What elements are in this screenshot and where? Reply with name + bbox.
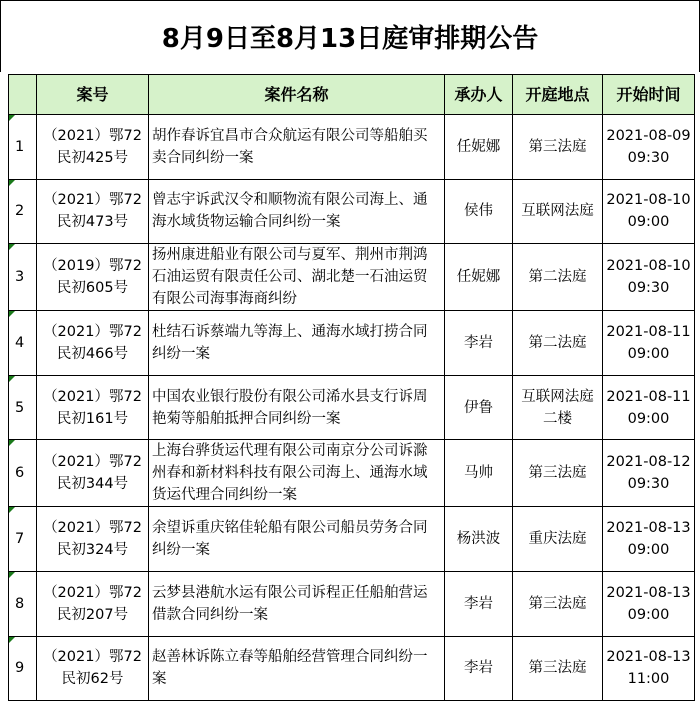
table-row xyxy=(9,636,695,701)
case-number-line2: 民初62号 xyxy=(61,671,124,688)
table-row xyxy=(9,507,695,572)
row-index xyxy=(9,179,37,244)
table-header-row xyxy=(9,75,695,115)
start-clock: 09:30 xyxy=(627,149,670,166)
table-row xyxy=(9,179,695,244)
case-number-line2: 民初161号 xyxy=(56,410,129,427)
start-date: 2021-08-11 xyxy=(606,323,691,340)
case-name-cell: 上海台骅货运代理有限公司南京分公司诉滁州春和新材料科技有限公司海上、通海水域货运代理合同纠纷一案 xyxy=(149,440,445,507)
row-index-text: 7 xyxy=(15,531,25,548)
table-row xyxy=(9,115,695,180)
case-number-line1: （2021）鄂72 xyxy=(43,388,142,405)
page-title: 8月9日至8月13日庭审排期公告 xyxy=(0,0,700,72)
start-date: 2021-08-12 xyxy=(606,454,691,471)
header-index xyxy=(9,75,37,115)
start-clock: 09:00 xyxy=(627,606,670,623)
case-number-line2: 民初344号 xyxy=(56,476,129,493)
court-location-cell: 重庆法庭 xyxy=(513,507,603,572)
start-time-cell xyxy=(603,571,695,636)
case-number-line2: 民初466号 xyxy=(56,345,129,362)
court-location-cell: 第三法庭 xyxy=(513,571,603,636)
case-number-line2: 民初207号 xyxy=(56,606,129,623)
row-index-text: 5 xyxy=(15,399,25,416)
start-clock: 09:00 xyxy=(627,214,670,231)
case-number-line1: （2021）鄂72 xyxy=(43,192,142,209)
case-name-cell: 中国农业银行股份有限公司浠水县支行诉周艳菊等船舶抵押合同纠纷一案 xyxy=(149,375,445,440)
court-location-cell: 第二法庭 xyxy=(513,311,603,376)
start-clock: 09:30 xyxy=(627,280,670,297)
row-index-text: 4 xyxy=(15,334,25,351)
row-index xyxy=(9,375,37,440)
case-number-line1: （2021）鄂72 xyxy=(43,649,142,666)
start-time-cell xyxy=(603,244,695,311)
case-number-cell xyxy=(37,115,149,180)
header-court-location: 开庭地点 xyxy=(513,75,603,115)
case-name-cell: 曾志宇诉武汉令和顺物流有限公司海上、通海水域货物运输合同纠纷一案 xyxy=(149,179,445,244)
judge-cell: 李岩 xyxy=(445,571,513,636)
case-number-cell xyxy=(37,179,149,244)
start-time-cell xyxy=(603,375,695,440)
row-index xyxy=(9,571,37,636)
row-index xyxy=(9,440,37,507)
row-index xyxy=(9,115,37,180)
row-index xyxy=(9,636,37,701)
row-index xyxy=(9,507,37,572)
judge-cell: 侯伟 xyxy=(445,179,513,244)
case-number-line1: （2019）鄂72 xyxy=(43,258,142,275)
case-name-cell: 赵善林诉陈立春等船舶经营管理合同纠纷一案 xyxy=(149,636,445,701)
start-time-cell xyxy=(603,636,695,701)
start-clock: 09:00 xyxy=(627,345,670,362)
start-date: 2021-08-13 xyxy=(606,520,691,537)
judge-cell: 任妮娜 xyxy=(445,244,513,311)
judge-cell: 杨洪波 xyxy=(445,507,513,572)
header-start-time: 开始时间 xyxy=(603,75,695,115)
header-case-number: 案号 xyxy=(37,75,149,115)
start-clock: 09:30 xyxy=(627,476,670,493)
case-name-cell: 胡作春诉宜昌市合众航运有限公司等船舶买卖合同纠纷一案 xyxy=(149,115,445,180)
start-time-cell xyxy=(603,440,695,507)
start-date: 2021-08-10 xyxy=(606,192,691,209)
row-index xyxy=(9,311,37,376)
case-number-line2: 民初605号 xyxy=(56,280,129,297)
case-number-line1: （2021）鄂72 xyxy=(43,584,142,601)
court-location-cell: 第三法庭 xyxy=(513,636,603,701)
case-number-cell xyxy=(37,375,149,440)
row-index-text: 6 xyxy=(15,465,25,482)
start-date: 2021-08-13 xyxy=(606,584,691,601)
judge-cell: 马帅 xyxy=(445,440,513,507)
case-number-line1: （2021）鄂72 xyxy=(43,127,142,144)
court-location-cell: 互联网法庭二楼 xyxy=(513,375,603,440)
case-number-cell xyxy=(37,507,149,572)
row-index-text: 2 xyxy=(15,203,25,220)
case-number-line2: 民初473号 xyxy=(56,214,129,231)
row-index-text: 9 xyxy=(15,660,25,677)
start-date: 2021-08-10 xyxy=(606,258,691,275)
case-number-cell xyxy=(37,571,149,636)
court-location-cell: 互联网法庭 xyxy=(513,179,603,244)
case-name-cell: 余望诉重庆铭佳轮船有限公司船员劳务合同纠纷一案 xyxy=(149,507,445,572)
court-location-cell: 第三法庭 xyxy=(513,440,603,507)
judge-cell: 任妮娜 xyxy=(445,115,513,180)
case-number-cell xyxy=(37,244,149,311)
judge-cell: 李岩 xyxy=(445,636,513,701)
row-index-text: 3 xyxy=(15,269,25,286)
case-number-line1: （2021）鄂72 xyxy=(43,454,142,471)
start-date: 2021-08-13 xyxy=(606,649,691,666)
start-time-cell xyxy=(603,507,695,572)
case-name-cell: 杜结石诉蔡端九等海上、通海水域打捞合同纠纷一案 xyxy=(149,311,445,376)
case-name-cell: 扬州康进船业有限公司与夏军、荆州市荆鸿石油运贸有限责任公司、湖北楚一石油运贸有限公司海事海商纠纷 xyxy=(149,244,445,311)
start-clock: 09:00 xyxy=(627,410,670,427)
court-location-cell: 第三法庭 xyxy=(513,115,603,180)
case-number-line2: 民初425号 xyxy=(56,149,129,166)
case-number-line1: （2021）鄂72 xyxy=(43,520,142,537)
case-name-cell: 云梦县港航水运有限公司诉程正任船舶营运借款合同纠纷一案 xyxy=(149,571,445,636)
case-number-cell xyxy=(37,311,149,376)
row-index-text: 8 xyxy=(15,595,25,612)
start-time-cell xyxy=(603,311,695,376)
schedule-table xyxy=(8,74,695,701)
start-time-cell xyxy=(603,115,695,180)
table-row xyxy=(9,375,695,440)
start-date: 2021-08-09 xyxy=(606,127,691,144)
judge-cell: 伊鲁 xyxy=(445,375,513,440)
start-clock: 09:00 xyxy=(627,542,670,559)
row-index-text: 1 xyxy=(15,138,25,155)
court-location-cell: 第二法庭 xyxy=(513,244,603,311)
case-number-line1: （2021）鄂72 xyxy=(43,323,142,340)
start-date: 2021-08-11 xyxy=(606,388,691,405)
case-number-line2: 民初324号 xyxy=(56,542,129,559)
table-row xyxy=(9,440,695,507)
start-time-cell xyxy=(603,179,695,244)
header-case-name: 案件名称 xyxy=(149,75,445,115)
table-row xyxy=(9,244,695,311)
judge-cell: 李岩 xyxy=(445,311,513,376)
start-clock: 11:00 xyxy=(627,671,670,688)
row-index xyxy=(9,244,37,311)
case-number-cell xyxy=(37,440,149,507)
table-row xyxy=(9,571,695,636)
table-row xyxy=(9,311,695,376)
header-judge: 承办人 xyxy=(445,75,513,115)
case-number-cell xyxy=(37,636,149,701)
